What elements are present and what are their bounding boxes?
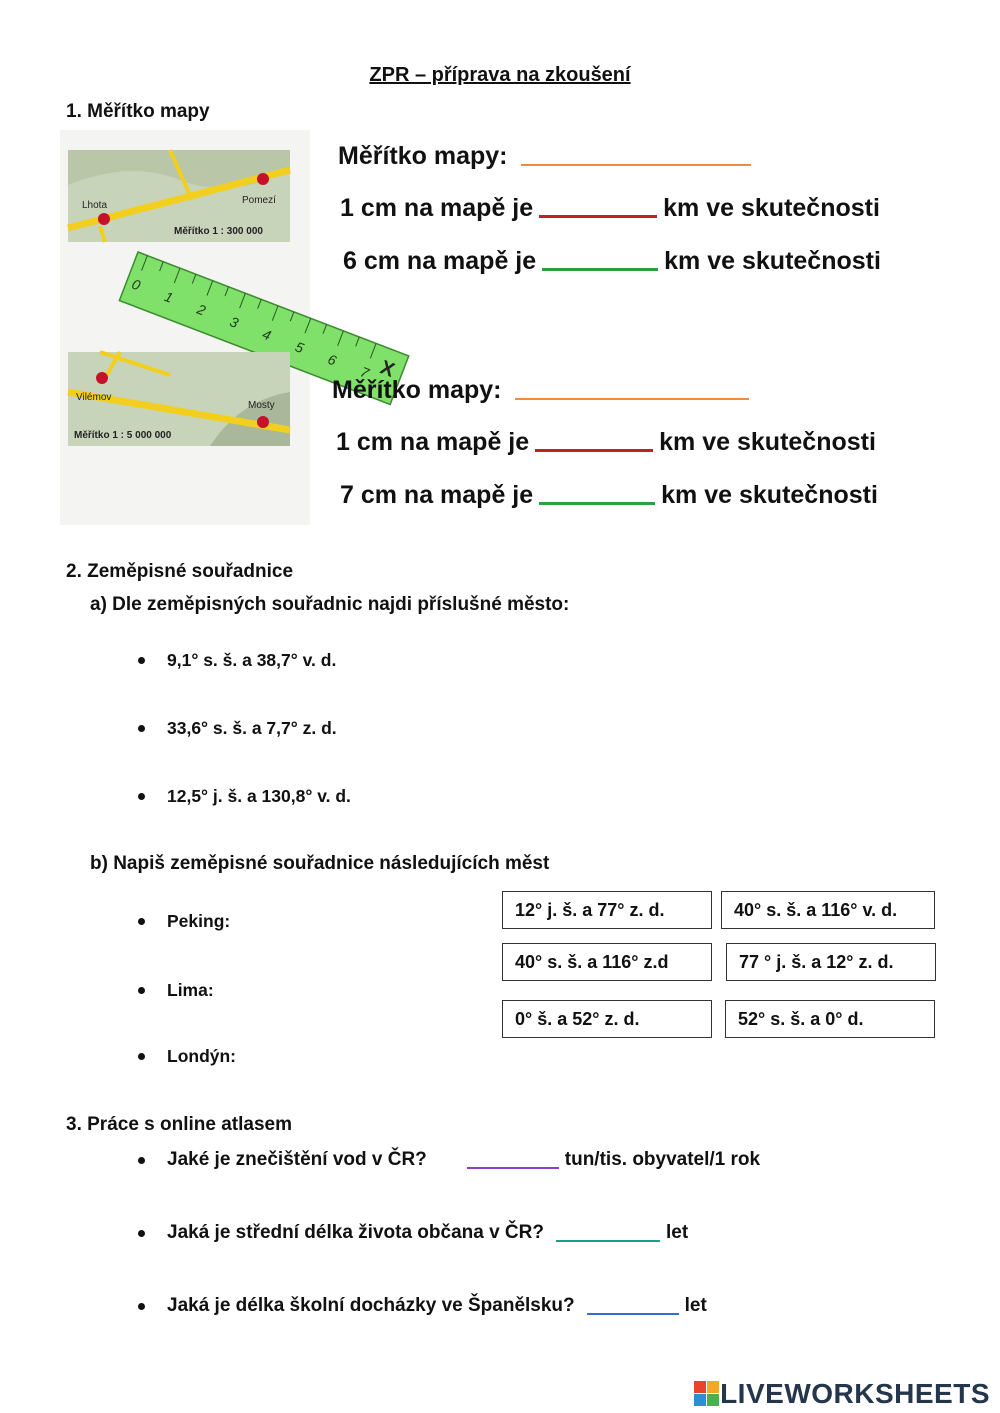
- map-bottom: [68, 352, 290, 446]
- scale-top-line2-pre: 6 cm na mapě je: [343, 247, 537, 275]
- bullet-icon: [138, 1053, 145, 1060]
- unit-text: tun/tis. obyvatel/1 rok: [564, 1149, 761, 1170]
- scale-bottom-line2-pre: 7 cm na mapě je: [340, 481, 534, 509]
- answer-option[interactable]: 40° s. š. a 116° z.d: [502, 943, 712, 981]
- scale-bottom-line1-blank[interactable]: [535, 449, 653, 452]
- scale-top-line2-blank[interactable]: [542, 268, 658, 271]
- city-label: Londýn:: [167, 1046, 237, 1066]
- scale-top-line1-post: km ve skutečnosti: [663, 194, 880, 222]
- map-top-town-a: Lhota: [82, 200, 108, 211]
- scale-bottom-line1-post: km ve skutečnosti: [659, 428, 876, 456]
- section-1-heading: 1. Měřítko mapy: [66, 101, 210, 122]
- answer-option[interactable]: 77 ° j. š. a 12° z. d.: [726, 943, 936, 981]
- scale-top-line2: [343, 247, 881, 276]
- scale-bottom-line1-pre: 1 cm na mapě je: [336, 428, 530, 456]
- answer-blank[interactable]: [587, 1297, 679, 1315]
- bullet-icon: [138, 1230, 145, 1237]
- answer-option[interactable]: 12° j. š. a 77° z. d.: [502, 891, 712, 929]
- bullet-icon: [138, 1303, 145, 1310]
- scale-bottom-line2-blank[interactable]: [539, 502, 655, 505]
- ruler-number-4: 4: [260, 325, 274, 344]
- ruler-number-7: 7: [358, 363, 372, 382]
- list-item: [138, 1222, 688, 1244]
- list-item: [138, 1149, 760, 1171]
- liveworksheets-logo-icon: [694, 1381, 720, 1407]
- bullet-icon: [138, 918, 145, 925]
- answer-blank[interactable]: [467, 1151, 559, 1169]
- coordinate-text: 33,6° s. š. a 7,7° z. d.: [167, 718, 337, 738]
- coordinate-text: 9,1° s. š. a 38,7° v. d.: [167, 650, 337, 670]
- scale-bottom-line2: [340, 481, 878, 510]
- question-text: Jaké je znečištění vod v ČR?: [167, 1149, 427, 1170]
- city-label: Peking:: [167, 911, 231, 931]
- ruler-number-1: 1: [162, 288, 176, 306]
- scale-bottom-label-row: [332, 376, 755, 405]
- answer-blank[interactable]: [556, 1224, 660, 1242]
- ruler-number-6: 6: [325, 350, 339, 369]
- list-item: [138, 911, 230, 932]
- coordinate-text: 12,5° j. š. a 130,8° v. d.: [167, 786, 351, 806]
- unit-text: let: [684, 1295, 707, 1316]
- list-item: [138, 1046, 236, 1067]
- bullet-icon: [138, 657, 145, 664]
- question-text: Jaká je délka školní docházky ve Španělsku?: [167, 1295, 575, 1316]
- map-top-town-b: Pomezí: [242, 195, 276, 206]
- scale-bottom-line2-post: km ve skutečnosti: [661, 481, 878, 509]
- ruler-mark: X: [377, 356, 398, 382]
- list-item: [138, 980, 214, 1001]
- map-bottom-scale: Měřítko 1 : 5 000 000: [74, 430, 172, 441]
- answer-option[interactable]: 40° s. š. a 116° v. d.: [721, 891, 935, 929]
- scale-top-line1-blank[interactable]: [539, 215, 657, 218]
- list-item: [138, 718, 337, 739]
- scale-bottom-blank[interactable]: [515, 398, 749, 400]
- answer-option[interactable]: 52° s. š. a 0° d.: [725, 1000, 935, 1038]
- scale-map-illustration: [60, 130, 440, 530]
- map-bottom-town-a: Vilémov: [76, 392, 112, 403]
- bullet-icon: [138, 987, 145, 994]
- bullet-icon: [138, 793, 145, 800]
- answer-option[interactable]: 0° š. a 52° z. d.: [502, 1000, 712, 1038]
- section-2a-label: a) Dle zeměpisných souřadnic najdi příslušné město:: [90, 594, 570, 615]
- ruler-number-2: 2: [194, 300, 208, 319]
- map-top-scale: Měřítko 1 : 300 000: [174, 226, 263, 237]
- bullet-icon: [138, 1157, 145, 1164]
- ruler-number-5: 5: [293, 338, 307, 357]
- map-top: [68, 150, 290, 242]
- ruler-number-3: 3: [227, 313, 241, 331]
- list-item: [138, 786, 351, 807]
- map-bottom-town-b: Mosty: [248, 400, 275, 411]
- scale-top-label: Měřítko mapy:: [338, 142, 508, 170]
- question-text: Jaká je střední délka života občana v ČR?: [167, 1222, 544, 1243]
- list-item: [138, 1295, 707, 1317]
- list-item: [138, 650, 336, 671]
- section-2-heading: 2. Zeměpisné souřadnice: [66, 561, 294, 582]
- scale-top-line1: [340, 194, 880, 223]
- city-label: Lima:: [167, 980, 214, 1000]
- section-3-heading: 3. Práce s online atlasem: [66, 1114, 293, 1135]
- scale-top-label-row: [338, 142, 757, 171]
- ruler-number-0: 0: [129, 275, 143, 294]
- footer-brand: LIVEWORKSHEETS: [720, 1378, 990, 1409]
- scale-top-blank[interactable]: [521, 164, 751, 166]
- page-title: ZPR – příprava na zkoušení: [369, 64, 631, 86]
- section-2b-label: b) Napiš zeměpisné souřadnice následujících měst: [90, 853, 550, 874]
- unit-text: let: [665, 1222, 689, 1243]
- bullet-icon: [138, 725, 145, 732]
- scale-top-line2-post: km ve skutečnosti: [664, 247, 881, 275]
- scale-top-line1-pre: 1 cm na mapě je: [340, 194, 534, 222]
- scale-bottom-line1: [336, 428, 876, 457]
- footer-logo: [694, 1378, 990, 1410]
- scale-bottom-label: Měřítko mapy:: [332, 376, 502, 404]
